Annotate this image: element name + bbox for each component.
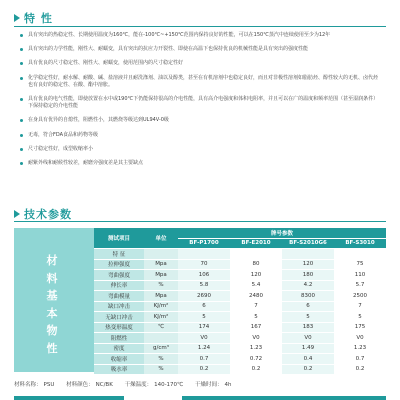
row-value: 5 — [230, 312, 282, 323]
row-label: 无缺口冲击 — [94, 312, 144, 323]
row-value: 175 — [334, 322, 386, 333]
row-value: 0.4 — [282, 354, 334, 365]
feature-item: 具有突出的力学性能，刚性大、耐蠕变，具有突出的抗应力开裂性、即使在高温下也保持优良的机械性能是具有突出的强度性能 — [20, 46, 380, 53]
section-marker-icon — [14, 210, 20, 218]
row-value: 0.2 — [178, 364, 230, 375]
row-label: 拉伸强度 — [94, 259, 144, 270]
material-value: PSU — [43, 382, 55, 388]
feature-item: 耐紫外线和耐候性较差，耐磨旁强度差是其主要缺点 — [20, 160, 380, 167]
row-value: 4.2 — [282, 280, 334, 291]
header-unit: 单位 — [144, 228, 178, 249]
row-unit: KJ/m² — [144, 301, 178, 312]
row-value — [334, 249, 386, 260]
row-value: 0.7 — [334, 354, 386, 365]
row-value: 5.4 — [230, 280, 282, 291]
row-unit — [144, 249, 178, 260]
row-value: 0.2 — [334, 364, 386, 375]
header-grade: 牌号参数 — [178, 228, 386, 238]
row-label: 阻燃性 — [94, 333, 144, 344]
row-value: 1.23 — [230, 343, 282, 354]
row-value: 120 — [282, 259, 334, 270]
row-value: 75 — [334, 259, 386, 270]
time-label: 干燥时间： — [195, 382, 223, 388]
row-label: 弯曲强度 — [94, 270, 144, 281]
bottom-cut-bar — [182, 396, 386, 400]
row-unit: g/cm³ — [144, 343, 178, 354]
row-label: 密度 — [94, 343, 144, 354]
row-value: 2480 — [230, 291, 282, 302]
row-value: 80 — [230, 259, 282, 270]
side-label: 材料基本物性 — [46, 254, 58, 355]
table-row — [94, 333, 386, 344]
row-value — [230, 249, 282, 260]
row-value: 7 — [230, 301, 282, 312]
table-row — [94, 322, 386, 333]
row-value: V0 — [230, 333, 282, 344]
table-row — [94, 312, 386, 323]
tech-title: 技术参数 — [14, 206, 72, 222]
row-value: 0.2 — [230, 364, 282, 375]
time-value: 4h — [224, 382, 232, 388]
row-unit: % — [144, 354, 178, 365]
row-value: 1.24 — [178, 343, 230, 354]
row-unit: Mpa — [144, 291, 178, 302]
row-value: 2690 — [178, 291, 230, 302]
row-value: 110 — [334, 270, 386, 281]
grade-header: BF-S3010 — [334, 238, 386, 249]
row-unit: ℃ — [144, 322, 178, 333]
row-label: 热变形温度 — [94, 322, 144, 333]
table-row — [94, 301, 386, 312]
row-label: 伸长率 — [94, 280, 144, 291]
feature-item: 具有突出的热稳定性、长期使用温度为160℃，能在-100℃~+150℃范围内保持良好的性能，可以在150℃蒸汽中连续使用至少为12年 — [20, 32, 380, 39]
row-value: 8300 — [282, 291, 334, 302]
features-title: 特 性 — [14, 10, 53, 26]
row-value: V0 — [178, 333, 230, 344]
row-value: 1.49 — [282, 343, 334, 354]
row-unit: % — [144, 280, 178, 291]
row-value: 2500 — [334, 291, 386, 302]
table-header-row — [94, 228, 386, 238]
table-row — [94, 354, 386, 365]
row-value: 167 — [230, 322, 282, 333]
row-value: 70 — [178, 259, 230, 270]
feature-item: 无毒，符合FDA食品和药物等级 — [20, 132, 380, 139]
feature-item: 化学稳定性好，耐水解、耐酸、碱、盐溶液并且耐洗涤剂、油以及醇类，甚至在有机溶剂中也稳定良好，而且对非极性溶剂如脂肪烃、醇性较大的无机、卤代烃也有良好的稳定性、在酸、酯中溶胀。 — [20, 75, 380, 89]
row-label: 缺口冲击 — [94, 301, 144, 312]
row-unit: Mpa — [144, 259, 178, 270]
table-row — [94, 364, 386, 375]
table-row — [94, 259, 386, 270]
row-value: 174 — [178, 322, 230, 333]
row-value — [282, 249, 334, 260]
row-value: 5.8 — [178, 280, 230, 291]
row-value: 5 — [282, 312, 334, 323]
row-label: 吸水率 — [94, 364, 144, 375]
row-value: 5 — [334, 312, 386, 323]
row-value: 0.2 — [282, 364, 334, 375]
grade-header: BF-S2010G6 — [282, 238, 334, 249]
row-value: 5.7 — [334, 280, 386, 291]
row-value: 7 — [334, 301, 386, 312]
feature-item: 具有优良的电气性能，即使放置在水中或190℃下仍能保持很高的介电性能，具有高介电强度和体积电阻率，并且可以在广的温度和频率范围（甚至湿润条件）下保持稳定的介电性能 — [20, 96, 380, 110]
row-value: 106 — [178, 270, 230, 281]
row-value — [178, 249, 230, 260]
table-row — [94, 343, 386, 354]
dry-value: 140-170℃ — [154, 382, 184, 388]
row-label: 特 征 — [94, 249, 144, 260]
grade-header: BF-P1700 — [178, 238, 230, 249]
row-value: 6 — [178, 301, 230, 312]
color-value: NC/BK — [95, 382, 113, 388]
header-test-item: 测试项目 — [94, 228, 144, 249]
features-list — [20, 32, 380, 167]
feature-item: 尺寸稳定性好，成型收缩率小 — [20, 146, 380, 153]
row-value: V0 — [334, 333, 386, 344]
row-value: 183 — [282, 322, 334, 333]
row-value: V0 — [282, 333, 334, 344]
row-unit — [144, 333, 178, 344]
footer — [14, 380, 386, 388]
table-row — [94, 270, 386, 281]
color-label: 材料颜色： — [66, 382, 94, 388]
row-value: 0.72 — [230, 354, 282, 365]
material-label: 材料名称： — [14, 382, 42, 388]
dry-label: 干燥温度： — [124, 382, 153, 388]
row-unit: Mpa — [144, 270, 178, 281]
row-value: 180 — [282, 270, 334, 281]
row-unit: KJ/m² — [144, 312, 178, 323]
table-row — [94, 291, 386, 302]
features-rule — [14, 26, 386, 27]
tech-rule — [14, 221, 386, 222]
feature-item: 具有优良的尺寸稳定性、刚性大、耐蠕变，使用范围内的尺寸稳定性好 — [20, 60, 380, 67]
row-value: 6 — [282, 301, 334, 312]
row-label: 收缩率 — [94, 354, 144, 365]
row-label: 弯曲模量 — [94, 291, 144, 302]
grade-header: BF-E2010 — [230, 238, 282, 249]
row-unit: % — [144, 364, 178, 375]
row-value: 120 — [230, 270, 282, 281]
row-value: 0.7 — [178, 354, 230, 365]
table-row — [94, 249, 386, 260]
feature-item: 在身具有优异的自熄性，阻燃性小，其燃烧等级达到UL94V-0级 — [20, 117, 380, 124]
row-value: 1.23 — [334, 343, 386, 354]
row-value: 5 — [178, 312, 230, 323]
parameters-table — [94, 228, 386, 375]
bottom-cut-bar — [14, 396, 124, 400]
table-row — [94, 280, 386, 291]
section-marker-icon — [14, 14, 20, 22]
